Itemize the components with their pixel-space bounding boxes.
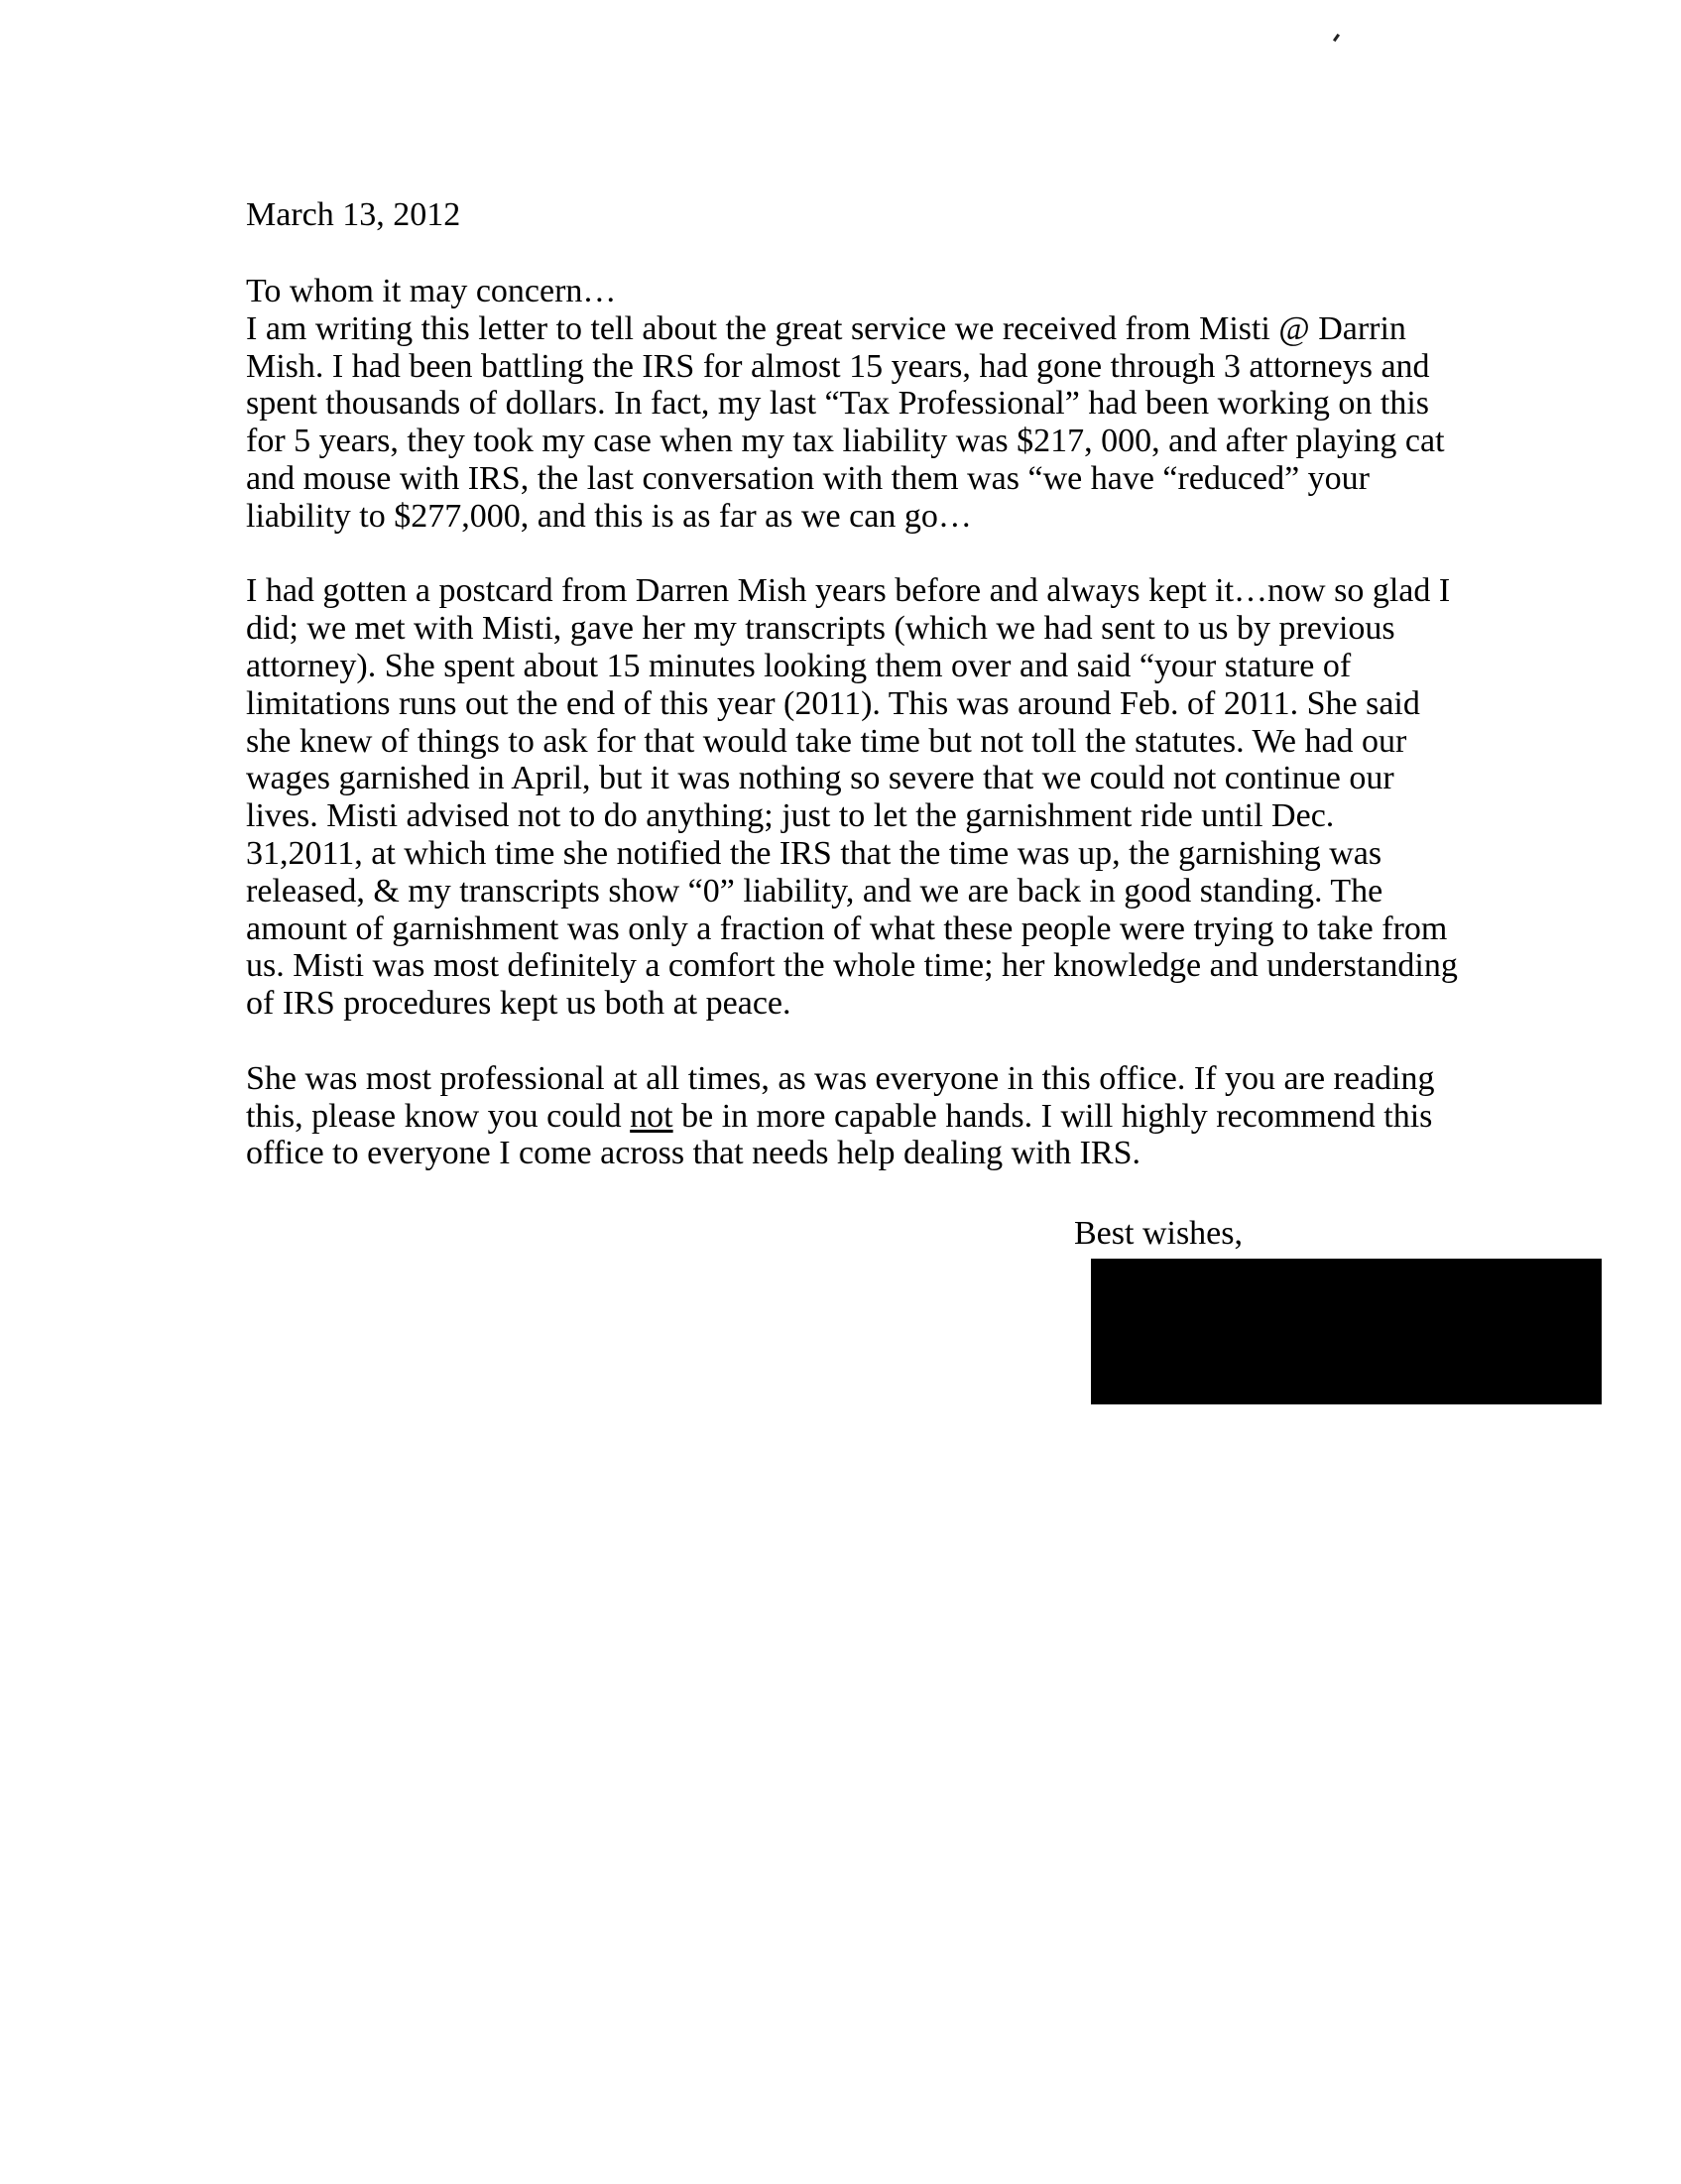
- paragraph-2-line: of IRS procedures kept us both at peace.: [246, 985, 791, 1023]
- closing: Best wishes,: [1074, 1215, 1243, 1252]
- paragraph-2-line: 31,2011, at which time she notified the IRS that the time was up, the garnishing was: [246, 834, 1382, 872]
- redacted-signature-block: [1091, 1259, 1602, 1404]
- scan-mark: [1333, 34, 1340, 42]
- salutation: To whom it may concern…: [246, 273, 617, 309]
- paragraph-1: [246, 309, 1445, 536]
- paragraph-3-text: this, please know you could: [246, 1097, 631, 1135]
- paragraph-3-line: office to everyone I come across that needs help dealing with IRS.: [246, 1135, 1141, 1172]
- underlined-word: not: [630, 1097, 673, 1135]
- paragraph-3: [246, 1060, 1436, 1172]
- paragraph-2: [246, 572, 1458, 1023]
- letter-date: March 13, 2012: [246, 196, 461, 233]
- paragraph-spacer: [246, 1023, 1436, 1060]
- paragraph-3-line: She was most professional at all times, as was everyone in this office. If you are reading: [246, 1059, 1435, 1097]
- paragraph-3-line: [246, 1098, 1436, 1136]
- paragraph-2-line: us. Misti was most definitely a comfort the whole time; her knowledge and understanding: [246, 947, 1458, 985]
- paragraph-2-line: attorney). She spent about 15 minutes looking them over and said “your stature of: [246, 647, 1352, 684]
- paragraph-2-line: lives. Misti advised not to do anything; just to let the garnishment ride until Dec.: [246, 797, 1335, 835]
- paragraph-2-line: released, & my transcripts show “0” liability, and we are back in good standing. The: [246, 872, 1383, 910]
- paragraph-2-line: did; we met with Misti, gave her my transcripts (which we had sent to us by previous: [246, 610, 1395, 648]
- paragraph-2-line: wages garnished in April, but it was nothing so severe that we could not continue our: [246, 760, 1394, 797]
- paragraph-1-line: liability to $277,000, and this is as far as we can go…: [246, 497, 972, 535]
- paragraph-spacer: [246, 536, 1436, 573]
- paragraph-1-line: I am writing this letter to tell about the great service we received from Misti @ Darrin: [246, 309, 1406, 347]
- paragraph-3-text: be in more capable hands. I will highly recommend this: [672, 1097, 1433, 1135]
- paragraph-2-line: limitations runs out the end of this year (2011). This was around Feb. of 2011. She said: [246, 684, 1420, 722]
- paragraph-2-line: I had gotten a postcard from Darren Mish years before and always kept it…now so glad I: [246, 572, 1451, 610]
- letter-body: [246, 273, 1458, 1172]
- paragraph-2-line: amount of garnishment was only a fraction of what these people were trying to take from: [246, 910, 1448, 947]
- paragraph-1-line: spent thousands of dollars. In fact, my last “Tax Professional” had been working on this: [246, 385, 1430, 423]
- paragraph-1-line: Mish. I had been battling the IRS for almost 15 years, had gone through 3 attorneys and: [246, 347, 1430, 385]
- paragraph-1-line: and mouse with IRS, the last conversation with them was “we have “reduced” your: [246, 459, 1371, 497]
- paragraph-1-line: for 5 years, they took my case when my tax liability was $217, 000, and after playing cat: [246, 423, 1445, 460]
- paragraph-2-line: she knew of things to ask for that would take time but not toll the statutes. We had our: [246, 722, 1407, 760]
